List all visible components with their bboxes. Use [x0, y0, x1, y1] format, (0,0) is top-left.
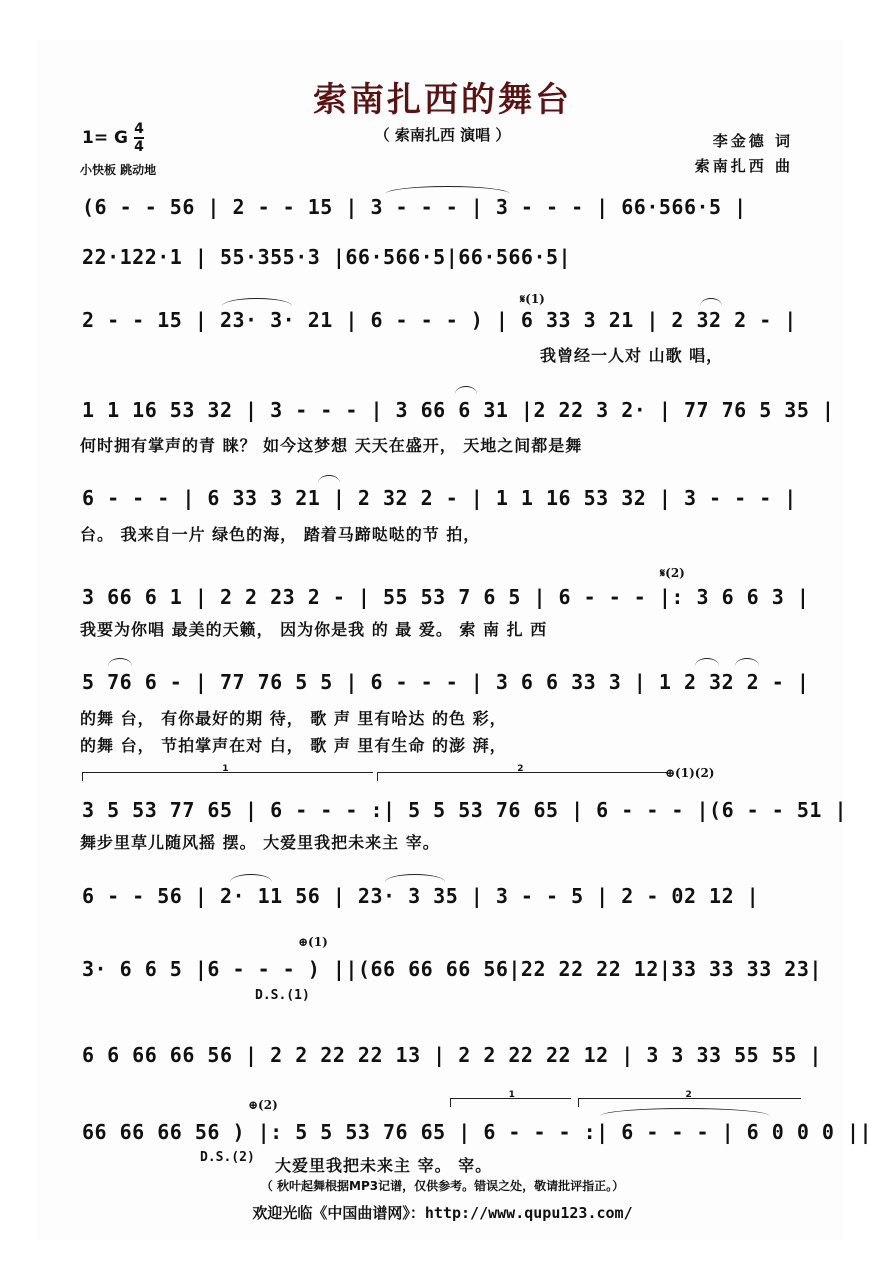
lyric-line: 何时拥有掌声的青 睐？ 如今这梦想 天天在盛开， 天地之间都是舞: [80, 436, 583, 455]
segno-1: 𝄋(1): [520, 292, 545, 306]
notation-row-1: (6 - - 56 | 2 - - 15 | 3 - - - | 3 - - - | 66·566·5 |: [82, 195, 747, 219]
performer: （ 索南扎西 演唱 ）: [374, 126, 511, 144]
notation-row-2: 22·122·1 | 55·355·3 |66·566·5|66·566·5|: [82, 245, 572, 269]
segno-2: 𝄋(2): [660, 566, 685, 580]
tempo-marking: 小快板 跳动地: [80, 163, 157, 177]
ds-1: D.S.(1): [255, 988, 310, 1003]
lyric-line: 的舞 台， 节拍掌声在对 白， 歌 声 里有生命 的澎 湃，: [80, 736, 507, 755]
song-title: 索南扎西的舞台: [313, 80, 572, 120]
ds-2: D.S.(2): [200, 1150, 255, 1165]
volta-bracket-1: 1: [82, 772, 373, 781]
time-signature: 4 4: [134, 121, 144, 155]
lyricist: 李金德 词: [712, 132, 793, 150]
transcriber-note: （ 秋叶起舞根据MP3记谱，仅供参考。错误之处，敬请批评指正。）: [260, 1179, 625, 1193]
lyric-line: 我曾经一人对 山歌 唱，: [540, 346, 724, 365]
notation-row-6: 3 66 6 1 | 2 2 23 2 - | 55 53 7 6 5 | 6 - - - |: 3 6 6 3 |: [82, 585, 810, 609]
volta-bracket-1: 1: [450, 1098, 571, 1107]
notation-row-12: 66 66 66 56 ) |: 5 5 53 76 65 | 6 - - - :| 6 - - - | 6 0 0 0 ||: [82, 1120, 873, 1144]
coda-1: ⊕(1): [298, 935, 328, 949]
lyric-line: 台。 我来自一片 绿色的海， 踏着马蹄哒哒的节 拍，: [80, 525, 481, 544]
coda-1-2: ⊕(1)(2): [665, 766, 715, 780]
notation-row-8: 3 5 53 77 65 | 6 - - - :| 5 5 53 76 65 | 6 - - - |(6 - - 51 |: [82, 798, 848, 822]
lyric-line: 我要为你唱 最美的天籁， 因为你是我 的 最 爱。 索 南 扎 西: [80, 620, 548, 639]
lyric-line: 舞步里草儿随风摇 摆。 大爱里我把未来主 宰。: [80, 833, 440, 852]
coda-2: ⊕(2): [248, 1098, 278, 1112]
lyric-line: 大爱里我把未来主 宰。 宰。: [275, 1156, 493, 1175]
notation-row-4: 1 1 16 53 32 | 3 - - - | 3 66 6 31 |2 22 3 2· | 77 76 5 35 |: [82, 398, 835, 422]
volta-bracket-2: 2: [578, 1098, 801, 1107]
notation-row-7: 5 76 6 - | 77 76 5 5 | 6 - - - | 3 6 6 33 3 | 1 2 32 2 - |: [82, 670, 810, 694]
notation-row-5: 6 - - - | 6 33 3 21 | 2 32 2 - | 1 1 16 53 32 | 3 - - - |: [82, 486, 797, 510]
composer: 索南扎西 曲: [694, 157, 793, 175]
notation-row-11: 6 6 66 66 56 | 2 2 22 22 13 | 2 2 22 22 12 | 3 3 33 55 55 |: [82, 1043, 822, 1067]
volta-bracket-2: 2: [377, 772, 668, 781]
notation-row-9: 6 - - 56 | 2· 11 56 | 23· 3 35 | 3 - - 5 | 2 - 02 12 |: [82, 884, 760, 908]
notation-row-3: 2 - - 15 | 23· 3· 21 | 6 - - - ) | 6 33 3 21 | 2 32 2 - |: [82, 308, 797, 332]
lyric-line: 的舞 台， 有你最好的期 待， 歌 声 里有哈达 的色 彩，: [80, 709, 507, 728]
notation-row-10: 3· 6 6 5 |6 - - - ) ||(66 66 66 56|22 22 22 12|33 33 33 23|: [82, 957, 822, 981]
key-signature: 1= G: [82, 128, 128, 148]
website-credit: 欢迎光临《中国曲谱网》：http://www.qupu123.com/: [252, 1204, 633, 1222]
